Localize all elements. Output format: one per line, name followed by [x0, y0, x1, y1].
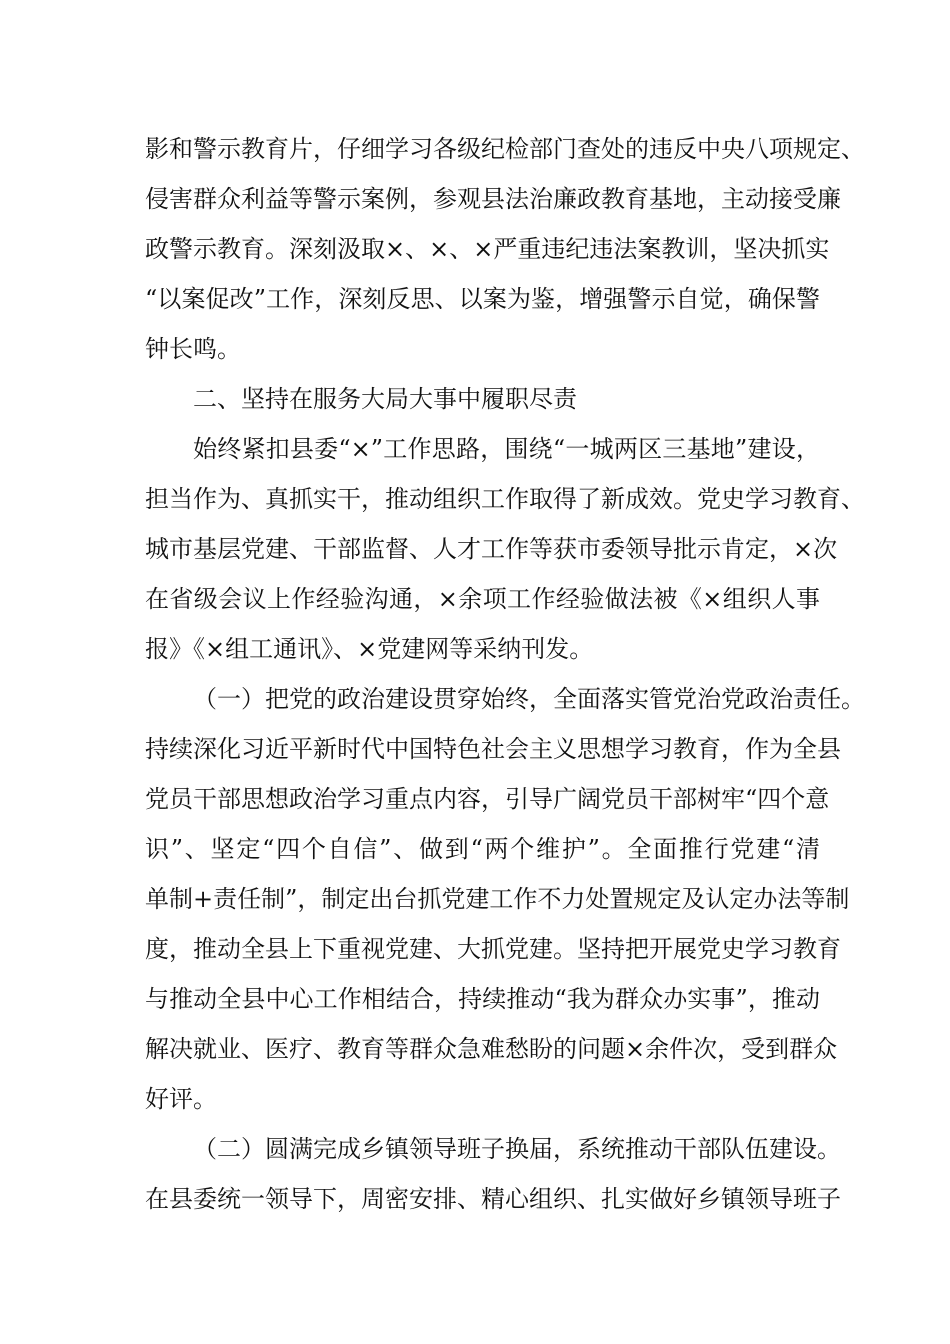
body-line: “以案促改”工作，深刻反思、以案为鉴，增强警示自觉，确保警 — [145, 285, 820, 313]
section-heading: 二、坚持在服务大局大事中履职尽责 — [193, 385, 577, 413]
body-line: 党员干部思想政治学习重点内容，引导广阔党员干部树牢“四个意 — [145, 785, 830, 813]
subsection-heading: （一）把党的政治建设贯穿始终，全面落实管党治党政治责任。 — [193, 685, 865, 713]
body-line: 城市基层党建、干部监督、人才工作等获市委领导批示肯定，×次 — [145, 535, 838, 563]
body-line: 在省级会议上作经验沟通，×余项工作经验做法被《×组织人事 — [145, 585, 820, 613]
body-line: 度，推动全县上下重视党建、大抓党建。坚持把开展党史学习教育 — [145, 935, 841, 963]
body-line: 影和警示教育片，仔细学习各级纪检部门查处的违反中央八项规定、 — [145, 135, 865, 163]
body-line: 报》《×组工通讯》、×党建网等采纳刊发。 — [145, 635, 594, 663]
body-line: 好评。 — [145, 1085, 217, 1113]
body-line: 政警示教育。深刻汲取×、×、×严重违纪违法案教训，坚决抓实 — [145, 235, 830, 263]
subsection-heading: （二）圆满完成乡镇领导班子换届，系统推动干部队伍建设。 — [193, 1135, 841, 1163]
body-line: 侵害群众利益等警示案例，参观县法治廉政教育基地，主动接受廉 — [145, 185, 841, 213]
body-line: 与推动全县中心工作相结合，持续推动“我为群众办实事”，推动 — [145, 985, 820, 1013]
body-line: 识”、坚定“四个自信”、做到“两个维护”。全面推行党建“清 — [145, 835, 820, 863]
document-body — [145, 124, 865, 1224]
body-line: 担当作为、真抓实干，推动组织工作取得了新成效。党史学习教育、 — [145, 485, 865, 513]
body-line: 持续深化习近平新时代中国特色社会主义思想学习教育，作为全县 — [145, 735, 841, 763]
body-line: 单制+责任制”，制定出台抓党建工作不力处置规定及认定办法等制 — [145, 885, 850, 913]
body-line: 在县委统一领导下，周密安排、精心组织、扎实做好乡镇领导班子 — [145, 1185, 841, 1213]
paragraph-first-line: 始终紧扣县委“×”工作思路，围绕“一城两区三基地”建设， — [193, 435, 820, 463]
body-line: 钟长鸣。 — [145, 335, 241, 363]
body-line: 解决就业、医疗、教育等群众急难愁盼的问题×余件次，受到群众 — [145, 1035, 838, 1063]
